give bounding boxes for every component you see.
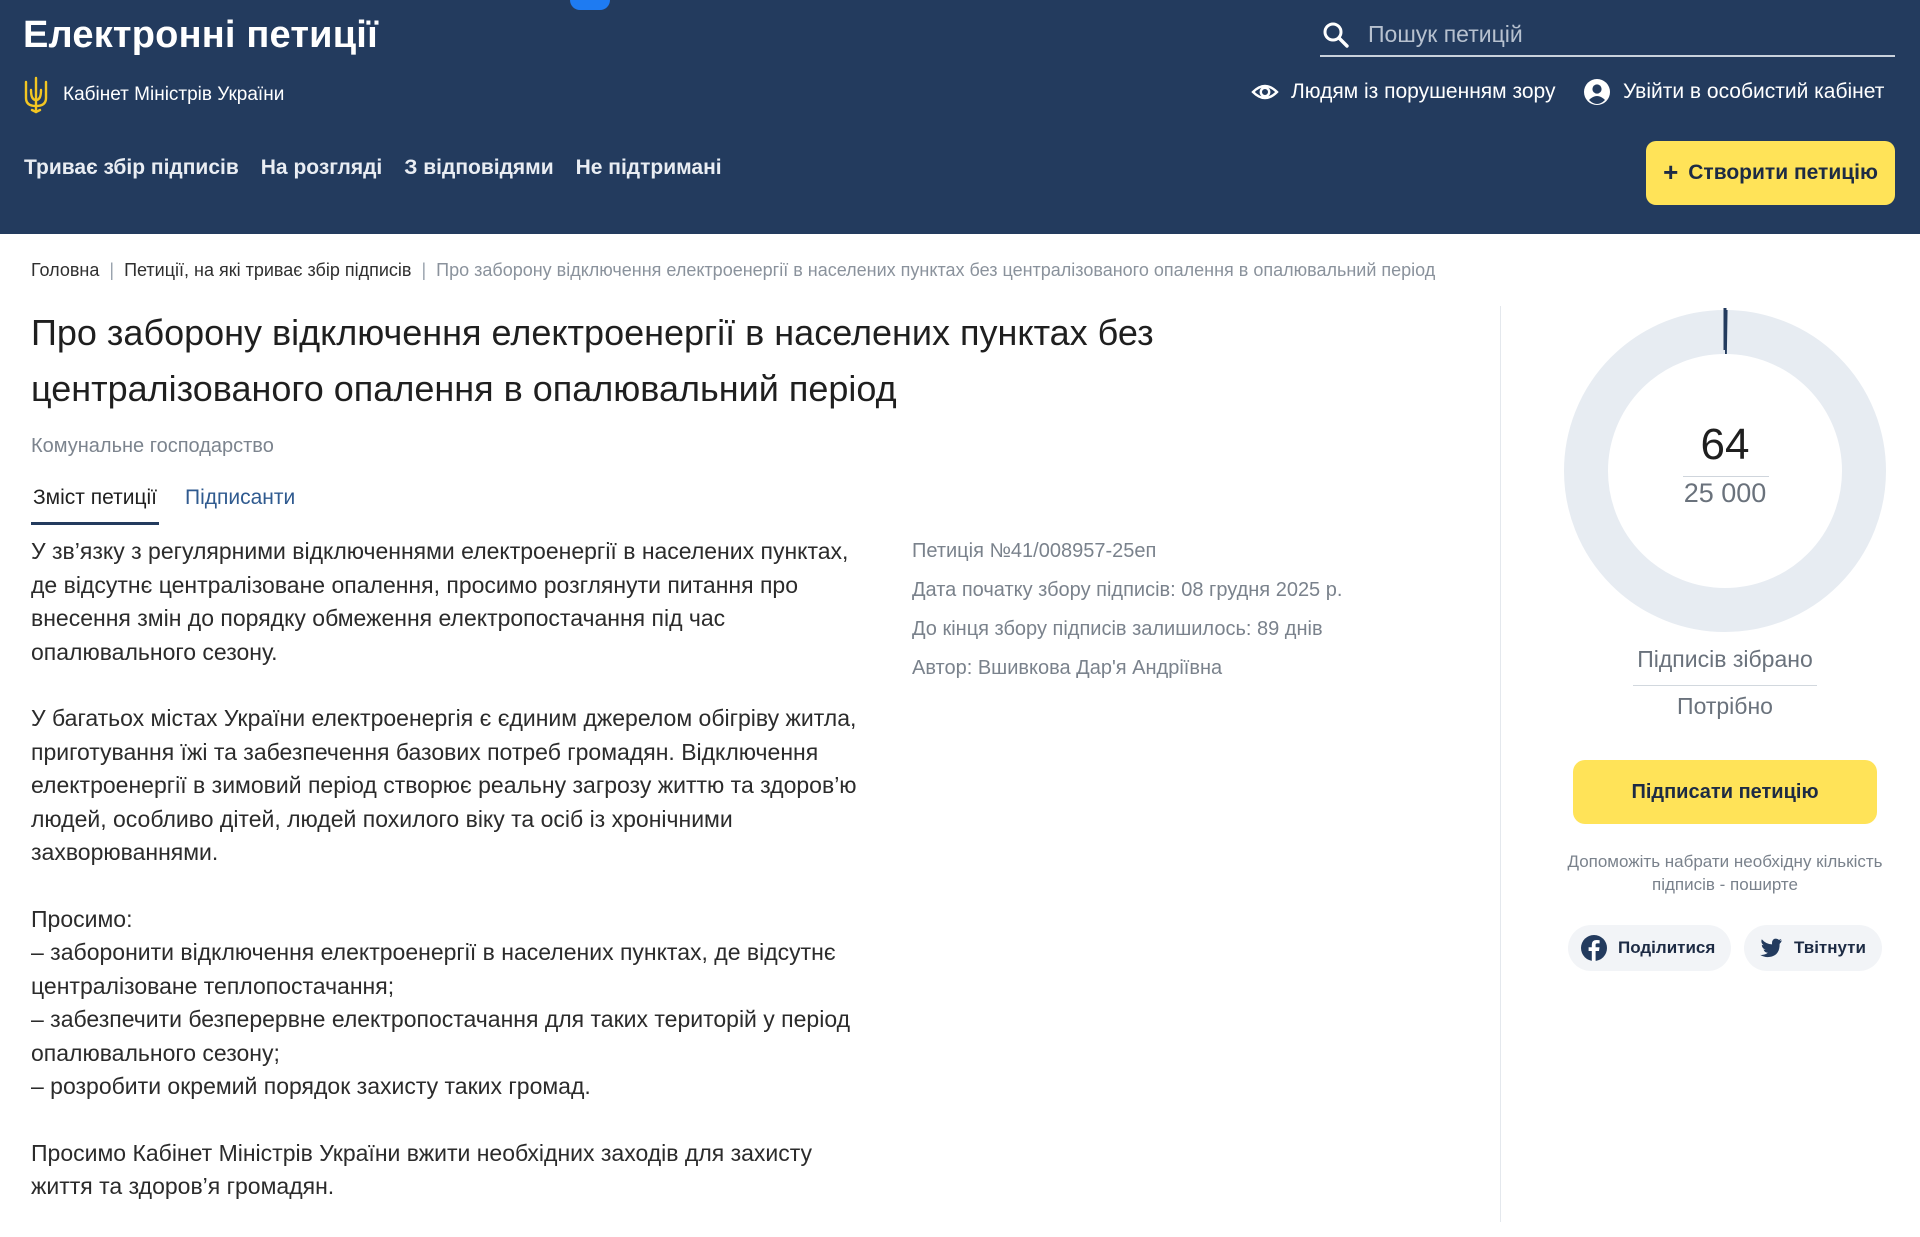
- create-petition-label: Створити петицію: [1688, 161, 1878, 184]
- collected-label: Підписів зібрано: [1637, 646, 1813, 672]
- petition-meta: [912, 532, 1342, 688]
- gauge-divider: [1683, 476, 1769, 477]
- breadcrumb-collecting[interactable]: Петиції, на які триває збір підписів: [124, 260, 412, 280]
- accessibility-label: Людям із порушенням зору: [1291, 80, 1556, 103]
- body-paragraph: Просимо: – заборонити відключення електроенергії в населених пунктах, де відсутнє централізоване теплопостачання; – забезпечити безперервне електропостачання для таких територій у період опалювального сезону; – розробити окремий порядок захисту таких громад.: [31, 905, 851, 1099]
- petition-tabs: [31, 480, 321, 525]
- twitter-bird-icon: [1756, 934, 1784, 962]
- signature-progress-ring: [1560, 306, 1890, 636]
- share-twitter-button[interactable]: [1744, 925, 1882, 971]
- plus-icon: +: [1663, 156, 1679, 187]
- petition-start-date: Дата початку збору підписів: 08 грудня 2025 р.: [912, 579, 1343, 601]
- share-twitter-label: Твітнути: [1794, 938, 1866, 957]
- progress-track: [1586, 332, 1864, 610]
- login-link[interactable]: [1583, 78, 1884, 106]
- site-header: [0, 0, 1920, 234]
- login-label: Увійти в особистий кабінет: [1623, 80, 1885, 103]
- nav-item-answered[interactable]: З відповідями: [404, 156, 554, 179]
- user-icon: [1583, 78, 1611, 106]
- facebook-icon: [1580, 934, 1608, 962]
- petition-category: Комунальне господарство: [31, 435, 274, 457]
- breadcrumb: [31, 260, 1435, 281]
- share-help-text: Допоможіть набрати необхідну кількість підписів - поширте: [1567, 852, 1883, 894]
- body-paragraph: У зв’язку з регулярними відключеннями електроенергії в населених пунктах, де відсутнє централізоване опалення, просимо розглянути питання про внесення змін до порядку обмеження електропостачання під час опалювального сезону.: [31, 538, 849, 665]
- signature-count: 64: [1700, 420, 1750, 469]
- body-paragraph: У багатьох містах України електроенергія є єдиним джерелом обігріву житла, приготування їжі та забезпечення базових потреб громадян. Відключення електроенергії в зимовий період створює реальну загрозу життю та здоров’ю людей, особливо дітей, людей похилого віку та осіб із хронічними захворюваннями.: [31, 705, 857, 865]
- accessibility-link[interactable]: [1251, 78, 1555, 106]
- site-title[interactable]: Електронні петиції: [23, 14, 378, 56]
- petition-remaining: До кінця збору підписів залишилось: 89 днів: [912, 618, 1323, 640]
- petition-number: Петиція №41/008957-25еп: [912, 540, 1157, 562]
- breadcrumb-home[interactable]: Головна: [31, 260, 100, 280]
- body-paragraph: Просимо Кабінет Міністрів України вжити необхідних заходів для захисту життя та здоров’я громадян.: [31, 1139, 813, 1199]
- nav-item-not-supported[interactable]: Не підтримані: [575, 156, 722, 179]
- petition-author: Автор: Вшивкова Дар'я Андріївна: [912, 657, 1223, 679]
- nav-item-in-review[interactable]: На розгляді: [260, 156, 383, 179]
- breadcrumb-separator: |: [421, 260, 427, 280]
- create-petition-button[interactable]: [1646, 141, 1895, 205]
- sign-petition-button[interactable]: Підписати петицію: [1573, 760, 1877, 824]
- content-divider: [1500, 306, 1501, 1222]
- breadcrumb-current: Про заборону відключення електроенергії в населених пунктах без централізованого опалення в опалювальний період: [436, 260, 1436, 280]
- search-bar[interactable]: [1320, 14, 1895, 57]
- page-title: Про заборону відключення електроенергії в населених пунктах без централізованого опалення в опалювальний період: [31, 312, 1154, 409]
- signature-target: 25 000: [1683, 478, 1767, 508]
- needed-label: Потрібно: [1677, 693, 1773, 719]
- gov-name[interactable]: Кабінет Міністрів України: [63, 84, 285, 105]
- breadcrumb-separator: |: [109, 260, 115, 280]
- main-nav: [24, 156, 722, 180]
- gov-line: [23, 76, 284, 114]
- share-facebook-label: Поділитися: [1618, 938, 1716, 957]
- search-input[interactable]: [1366, 20, 1895, 49]
- eye-icon: [1251, 78, 1279, 106]
- tab-content[interactable]: Зміст петиції: [31, 480, 159, 525]
- petition-body: [31, 535, 861, 1237]
- nav-item-collecting[interactable]: Триває збір підписів: [24, 156, 239, 179]
- trident-icon: [23, 76, 49, 114]
- sidebar-divider: [1633, 685, 1817, 686]
- floating-blue-indicator: [570, 0, 610, 10]
- search-icon[interactable]: [1322, 21, 1350, 49]
- share-facebook-button[interactable]: [1568, 925, 1731, 971]
- tab-signers[interactable]: Підписанти: [184, 486, 296, 509]
